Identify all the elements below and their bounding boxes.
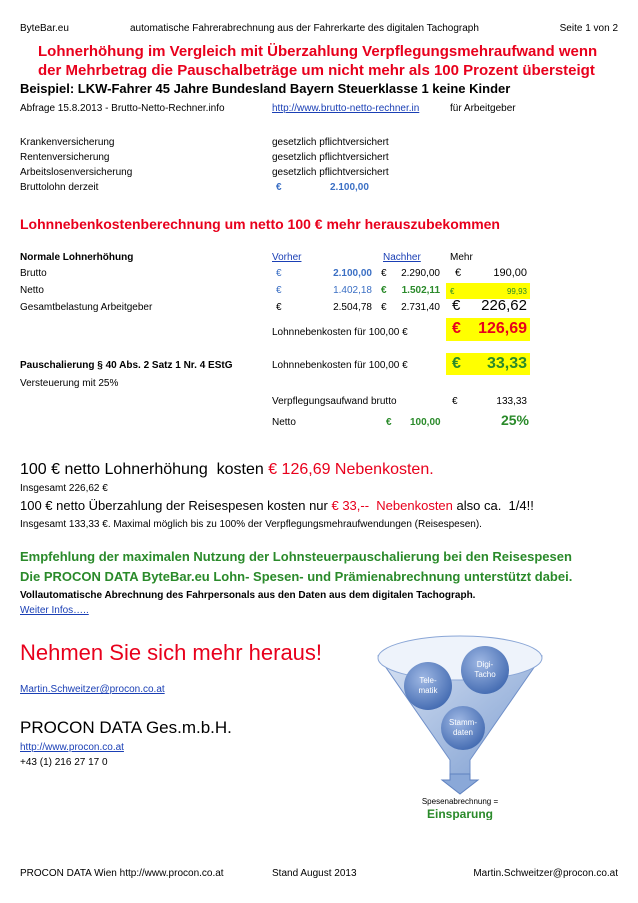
netto-mehr-currency: € xyxy=(450,287,455,296)
abfrage-suffix: für Arbeitgeber xyxy=(450,103,516,114)
gesamt-vorher-value: 2.504,78 xyxy=(333,302,372,313)
column-header-mehr: Mehr xyxy=(450,252,473,263)
section-heading-lohnnebenkosten: Lohnnebenkostenberechnung um netto 100 € mehr herauszubekommen xyxy=(20,216,500,232)
contact-email-link[interactable]: Martin.Schweitzer@procon.co.at xyxy=(20,684,165,695)
netto-pauschal-value: 100,00 xyxy=(410,417,441,428)
row-value: gesetzlich pflichtversichert xyxy=(272,152,389,163)
verpflegungsaufwand-value: 133,33 xyxy=(496,396,527,407)
example-heading: Beispiel: LKW-Fahrer 45 Jahre Bundesland Bayern Steuerklasse 1 keine Kinder xyxy=(20,81,511,96)
lohnnebenkosten-pauschal-currency: € xyxy=(452,355,461,372)
row-value: gesetzlich pflichtversichert xyxy=(272,167,389,178)
lohnnebenkosten-pauschal-label: Lohnnebenkosten für 100,00 € xyxy=(272,360,408,371)
column-header-nachher: Nachher xyxy=(383,252,421,263)
summary-line-2-text: 100 € netto Überzahlung der Reisespesen kosten nur xyxy=(20,498,332,513)
gesamt-nachher-currency: € xyxy=(381,302,387,313)
pauschalierung-label: Pauschalierung § 40 Abs. 2 Satz 1 Nr. 4 EStG xyxy=(20,360,233,371)
netto-nachher-value: 1.502,11 xyxy=(401,285,440,296)
netto-mehr-value: 99,93 xyxy=(506,287,527,296)
brutto-nachher-currency: € xyxy=(381,268,387,279)
row-label: Krankenversicherung xyxy=(20,137,115,148)
recommendation-line-2: Die PROCON DATA ByteBar.eu Lohn- Spesen- und Prämienabrechnung unterstützt dabei. xyxy=(20,569,573,584)
netto-row-label: Netto xyxy=(20,285,44,296)
column-header-vorher: Vorher xyxy=(272,252,302,263)
gesamt-vorher-currency: € xyxy=(276,302,282,313)
brutto-value: 2.100,00 xyxy=(330,182,369,193)
header-center: automatische Fahrerabrechnung aus der Fahrerkarte des digitalen Tachograph xyxy=(130,23,479,34)
netto-pauschal-percent: 25% xyxy=(500,412,529,428)
summary-line-2 xyxy=(20,498,534,513)
row-label: Arbeitslosenversicherung xyxy=(20,167,133,178)
gesamt-mehr-currency: € xyxy=(452,297,461,314)
brutto-vorher-value: 2.100,00 xyxy=(333,268,372,279)
brutto-netto-rechner-link[interactable]: http://www.brutto-netto-rechner.in xyxy=(272,103,420,114)
brutto-vorher-currency: € xyxy=(276,268,282,279)
summary-line-1 xyxy=(20,461,434,479)
summary-line-1-text: 100 € netto Lohnerhöhung kosten xyxy=(20,461,269,478)
funnel-label: Spesenabrechnung = xyxy=(421,797,499,806)
company-name: PROCON DATA Ges.m.b.H. xyxy=(20,718,232,737)
gesamt-mehr-value: 226,62 xyxy=(481,297,527,314)
summary-line-2-ratio: also ca. 1/4!! xyxy=(452,498,534,513)
bubble-digi-line1: Digi- xyxy=(476,660,494,669)
lohnnebenkosten-normal-label: Lohnnebenkosten für 100,00 € xyxy=(272,327,408,338)
funnel-result: Einsparung xyxy=(426,807,494,820)
abfrage-text: Abfrage 15.8.2013 - Brutto-Netto-Rechner.info xyxy=(20,103,225,114)
verpflegungsaufwand-currency: € xyxy=(452,396,458,407)
funnel-arrow xyxy=(442,774,478,794)
brutto-currency: € xyxy=(276,182,282,193)
bubble-stamm-line1: Stamm- xyxy=(449,718,477,727)
header-page-number: Seite 1 von 2 xyxy=(559,23,618,34)
title-line-1: Lohnerhöhung im Vergleich mit Überzahlung Verpflegungsmehraufwand wenn xyxy=(38,43,598,60)
title-line-2: der Mehrbetrag die Pauschalbeträge um nicht mehr als 100 Prozent übersteigt xyxy=(38,62,595,79)
footer-left: PROCON DATA Wien http://www.procon.co.at xyxy=(20,868,224,879)
netto-pauschal-label: Netto xyxy=(272,417,296,428)
gesamt-nachher-value: 2.731,40 xyxy=(401,302,440,313)
brutto-nachher-value: 2.290,00 xyxy=(401,268,440,279)
funnel-graphic xyxy=(370,628,550,820)
netto-vorher-currency: € xyxy=(276,285,282,296)
slogan: Nehmen Sie sich mehr heraus! xyxy=(20,640,323,665)
bubble-digi-line2: Tacho xyxy=(474,670,496,679)
funnel-top xyxy=(378,636,542,680)
recommendation-line-1: Empfehlung der maximalen Nutzung der Lohnsteuerpauschalierung bei den Reisespesen xyxy=(20,549,572,564)
summary-line-1-sub: Insgesamt 226,62 € xyxy=(20,483,108,494)
gesamtbelastung-label: Gesamtbelastung Arbeitgeber xyxy=(20,302,153,313)
lohnnebenkosten-pauschal-value: 33,33 xyxy=(486,355,527,372)
bubble-telematik-line1: Tele- xyxy=(419,676,437,685)
bubble-telematik-line2: matik xyxy=(418,686,438,695)
lohnnebenkosten-normal-value: 126,69 xyxy=(478,320,527,337)
brutto-mehr-currency: € xyxy=(455,267,462,279)
brutto-label: Bruttolohn derzeit xyxy=(20,182,99,193)
summary-line-2-sub: Insgesamt 133,33 €. Maximal möglich bis zu 100% der Verpflegungsmehraufwendungen (Reisespesen). xyxy=(20,519,482,530)
summary-line-2-nebenkosten: Nebenkosten xyxy=(372,498,453,513)
column-label-normale-lohnerhoehung: Normale Lohnerhöhung xyxy=(20,252,134,263)
footer-center: Stand August 2013 xyxy=(272,868,357,879)
company-website-link[interactable]: http://www.procon.co.at xyxy=(20,742,124,753)
netto-pauschal-currency: € xyxy=(386,417,392,428)
brutto-row-label: Brutto xyxy=(20,268,47,279)
company-phone: +43 (1) 216 27 17 0 xyxy=(20,757,108,768)
verpflegungsaufwand-label: Verpflegungsaufwand brutto xyxy=(272,396,397,407)
footer-right: Martin.Schweitzer@procon.co.at xyxy=(473,868,618,879)
versteuerung-text: Versteuerung mit 25% xyxy=(20,378,119,389)
row-label: Rentenversicherung xyxy=(20,152,110,163)
summary-line-1-cost: € 126,69 Nebenkosten. xyxy=(268,461,434,478)
weiter-infos-link[interactable]: Weiter Infos….. xyxy=(20,605,89,616)
bubble-stamm-line2: daten xyxy=(452,728,474,737)
header-left: ByteBar.eu xyxy=(20,23,69,34)
summary-line-2-cost: € 33,-- xyxy=(331,498,373,513)
lohnnebenkosten-normal-currency: € xyxy=(452,320,461,337)
netto-vorher-value: 1.402,18 xyxy=(333,285,372,296)
netto-nachher-currency: € xyxy=(381,285,387,296)
brutto-mehr-value: 190,00 xyxy=(493,267,527,279)
recommendation-line-3: Vollautomatische Abrechnung des Fahrpersonals aus den Daten aus dem digitalen Tachograph. xyxy=(20,590,476,601)
row-value: gesetzlich pflichtversichert xyxy=(272,137,389,148)
